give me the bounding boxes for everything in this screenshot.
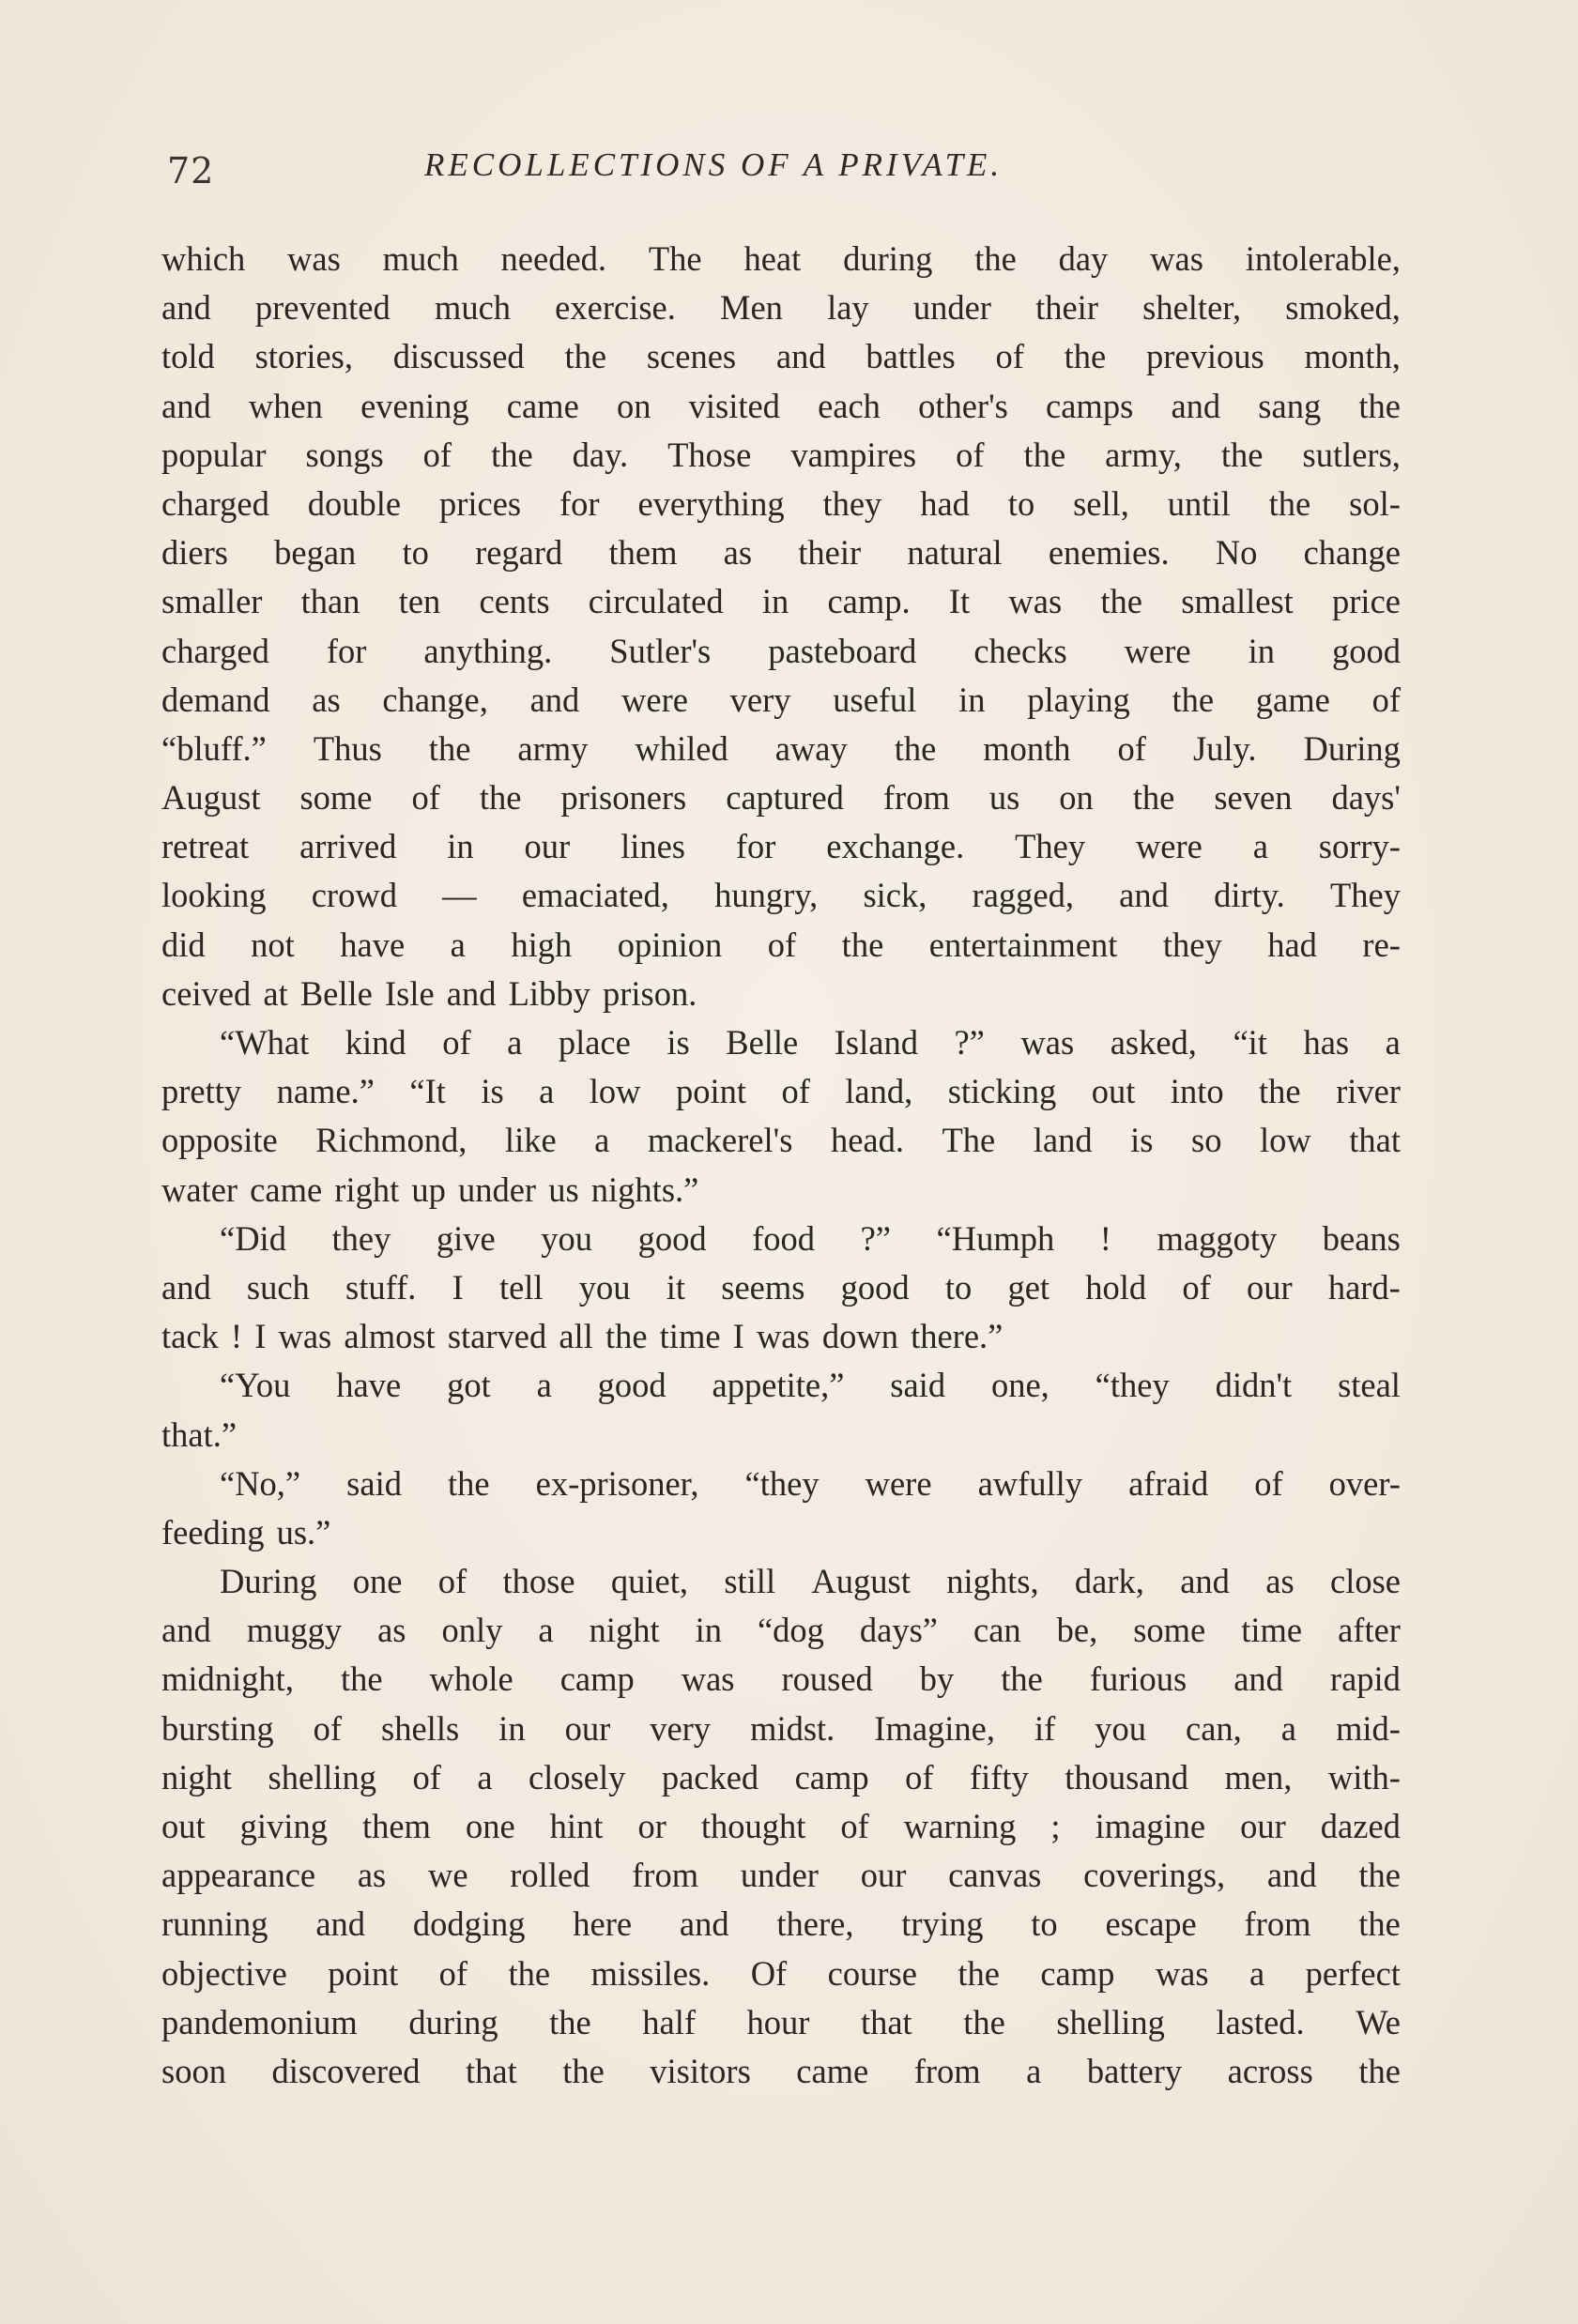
text-line: popular songs of the day. Those vampires of the army, the sutlers, [161,435,1401,474]
text-line: objective point of the missiles. Of course the camp was a perfect [161,1953,1401,1993]
text-line: demand as change, and were very useful in playing the game of [161,680,1401,719]
text-line: charged for anything. Sutler's pasteboard checks were in good [161,631,1401,670]
text-line: pretty name.” “It is a low point of land, sticking out into the river [161,1072,1401,1111]
text-line: “bluff.” Thus the army whiled away the month of July. During [161,728,1401,768]
text-line: appearance as we rolled from under our canvas coverings, and the [161,1856,1401,1895]
body-text [161,235,1401,2096]
text-line: opposite Richmond, like a mackerel's head. The land is so low that [161,1121,1401,1160]
text-line: diers began to regard them as their natural enemies. No change [161,533,1401,573]
text-line: soon discovered that the visitors came from a battery across the [161,2051,1401,2090]
text-line: did not have a high opinion of the entertainment they had re- [161,925,1401,964]
running-head: RECOLLECTIONS OF A PRIVATE. [424,146,1003,183]
text-line: pandemonium during the half hour that the shelling lasted. We [161,2002,1401,2041]
text-line: midnight, the whole camp was roused by the furious and rapid [161,1659,1401,1699]
text-line: During one of those quiet, still August nights, dark, and as close [220,1562,1401,1601]
text-line: looking crowd — emaciated, hungry, sick, ragged, and dirty. They [161,876,1401,915]
text-line: tack ! I was almost starved all the time I was down there.” [161,1317,1003,1356]
text-line: charged double prices for everything they had to sell, until the sol- [161,483,1401,523]
text-line: “No,” said the ex-prisoner, “they were awfully afraid of over- [220,1463,1401,1503]
text-line: and such stuff. I tell you it seems good to get hold of our hard- [161,1267,1401,1307]
text-line: feeding us.” [161,1512,331,1552]
text-line: which was much needed. The heat during the day was intolerable, [161,239,1401,278]
text-line: told stories, discussed the scenes and battles of the previous month, [161,337,1401,376]
text-line: ceived at Belle Isle and Libby prison. [161,973,697,1013]
text-line: water came right up under us nights.” [161,1170,699,1209]
text-line: and when evening came on visited each other's camps and sang the [161,386,1401,425]
text-line: “You have got a good appetite,” said one, “they didn't steal [220,1366,1401,1405]
text-line: and muggy as only a night in “dog days” can be, some time after [161,1611,1401,1650]
page-number: 72 [167,150,215,191]
text-line: bursting of shells in our very midst. Imagine, if you can, a mid- [161,1708,1401,1748]
page-header [161,139,1401,195]
text-line: out giving them one hint or thought of warning ; imagine our dazed [161,1807,1401,1845]
text-line: “Did they give you good food ?” “Humph ! maggoty beans [220,1218,1401,1258]
text-line: running and dodging here and there, trying to escape from the [161,1904,1401,1944]
text-line: “What kind of a place is Belle Island ?” was asked, “it has a [220,1023,1401,1062]
text-line: August some of the prisoners captured from us on the seven days' [161,778,1401,818]
text-line: smaller than ten cents circulated in camp. It was the smallest price [161,582,1401,621]
text-line: that.” [161,1414,237,1454]
text-line: and prevented much exercise. Men lay under their shelter, smoked, [161,288,1401,328]
text-line: night shelling of a closely packed camp of fifty thousand men, with- [161,1757,1401,1797]
text-line: retreat arrived in our lines for exchange. They were a sorry- [161,827,1401,866]
